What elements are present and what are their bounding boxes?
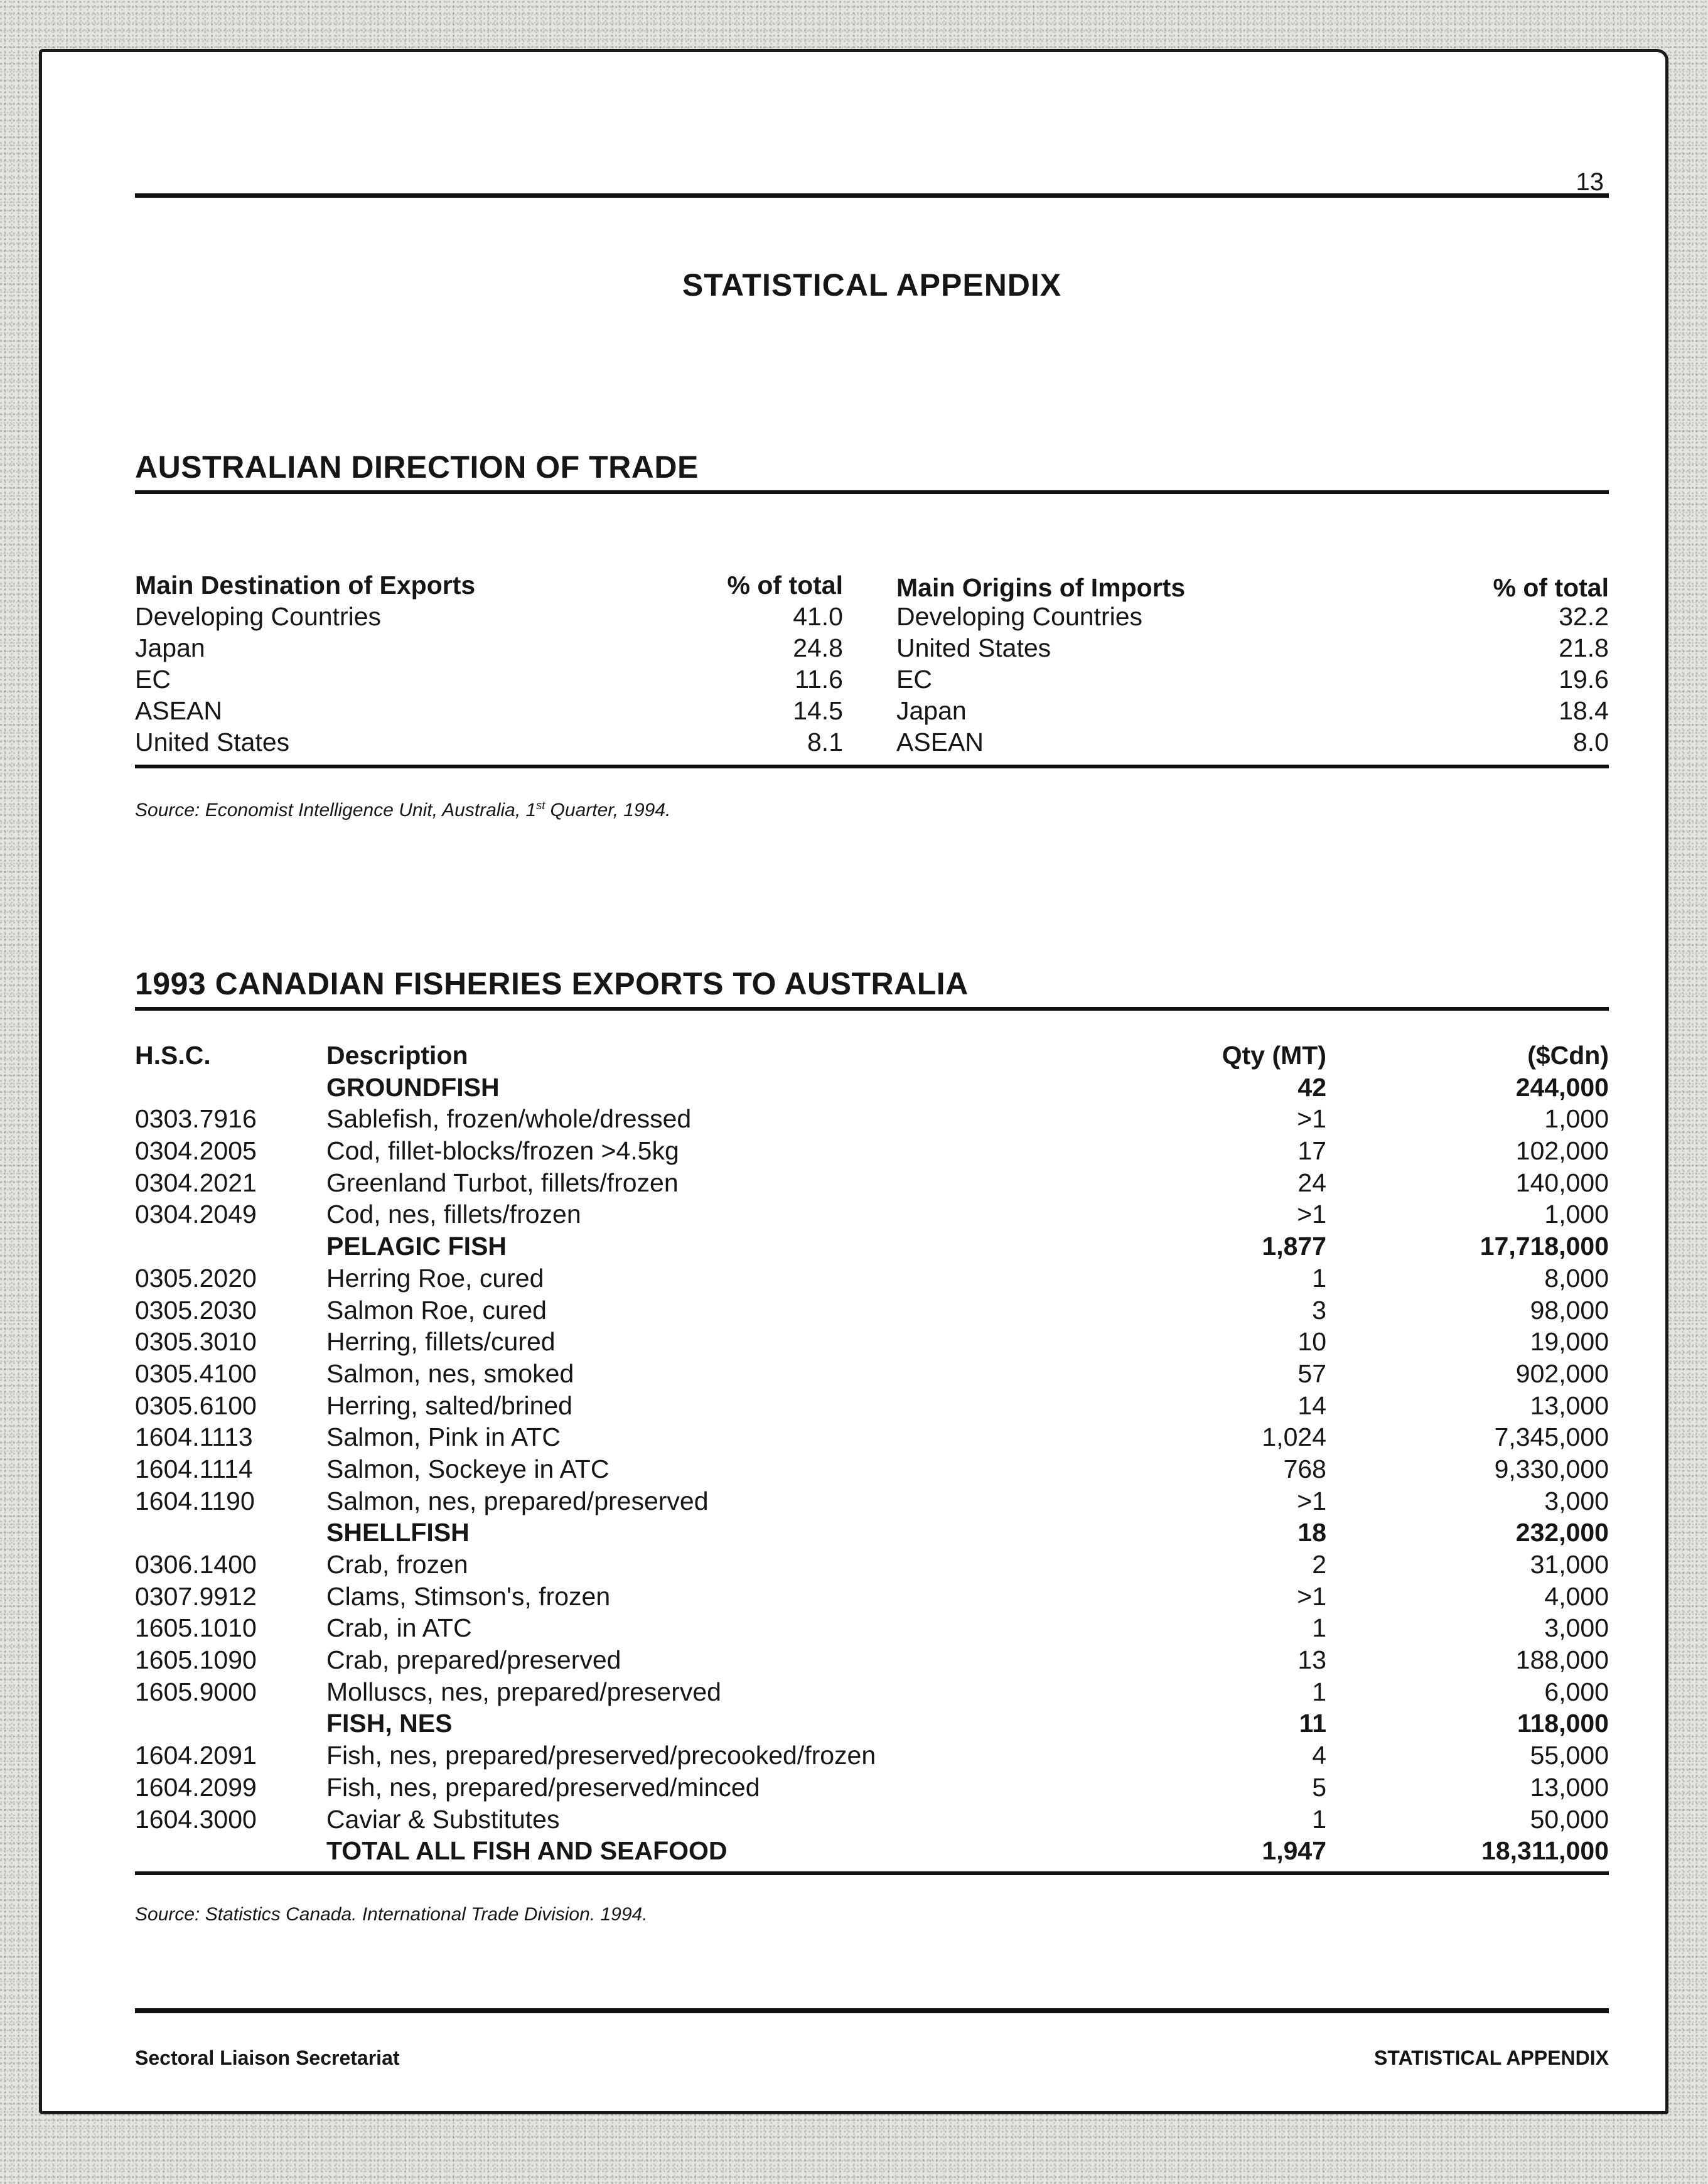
fisheries-section-title: 1993 CANADIAN FISHERIES EXPORTS TO AUSTRALIA — [135, 966, 969, 1001]
table-row — [135, 1198, 1609, 1230]
table-row — [135, 1740, 1609, 1772]
qty: 17 — [1297, 1136, 1326, 1166]
table-row — [135, 1644, 1609, 1676]
description: Caviar & Substitutes — [326, 1804, 560, 1834]
value-cdn: 244,000 — [1515, 1072, 1609, 1102]
hsc-code: 0304.2021 — [135, 1168, 257, 1197]
table-row — [135, 1676, 1609, 1708]
value-cdn: 188,000 — [1515, 1645, 1609, 1675]
import-percent: 32.2 — [1559, 602, 1609, 631]
table-row — [135, 1485, 1609, 1517]
table-row — [135, 1549, 1609, 1581]
import-percent: 18.4 — [1559, 696, 1609, 725]
value-cdn: 140,000 — [1515, 1168, 1609, 1197]
export-country: Japan — [135, 633, 205, 662]
export-country: ASEAN — [135, 696, 222, 725]
hsc-code: 0304.2005 — [135, 1136, 257, 1166]
description: GROUNDFISH — [326, 1072, 500, 1102]
header-value: ($Cdn) — [1527, 1041, 1609, 1070]
category-row — [135, 1072, 1609, 1104]
import-row — [896, 695, 1609, 726]
value-cdn: 232,000 — [1515, 1518, 1609, 1547]
import-country: EC — [896, 665, 932, 694]
value-cdn: 4,000 — [1544, 1581, 1609, 1611]
fisheries-bottom-rule — [135, 1871, 1609, 1875]
hsc-code: 0305.6100 — [135, 1391, 257, 1420]
hsc-code: 1604.2091 — [135, 1741, 257, 1770]
qty: 1,877 — [1262, 1232, 1326, 1261]
table-row — [135, 1612, 1609, 1644]
qty: 3 — [1312, 1295, 1326, 1325]
hsc-code: 1604.1114 — [135, 1454, 253, 1483]
value-cdn: 8,000 — [1544, 1263, 1609, 1293]
category-row — [135, 1835, 1609, 1867]
value-cdn: 98,000 — [1530, 1295, 1609, 1325]
table-row — [135, 1167, 1609, 1199]
import-row — [896, 601, 1609, 632]
description: PELAGIC FISH — [326, 1232, 507, 1261]
category-row — [135, 1708, 1609, 1740]
qty: 1 — [1312, 1613, 1326, 1643]
import-percent: 8.0 — [1573, 728, 1609, 756]
value-cdn: 13,000 — [1530, 1772, 1609, 1802]
description: Salmon, Sockeye in ATC — [326, 1454, 610, 1483]
qty: 1 — [1312, 1677, 1326, 1706]
hsc-code: 1605.1090 — [135, 1645, 257, 1675]
footer-left: Sectoral Liaison Secretariat — [135, 2047, 400, 2069]
description: Salmon Roe, cured — [326, 1295, 547, 1325]
description: Crab, prepared/preserved — [326, 1645, 621, 1675]
export-percent: 41.0 — [793, 602, 843, 631]
value-cdn: 1,000 — [1544, 1104, 1609, 1134]
page-number: 13 — [1576, 168, 1604, 196]
table-row — [135, 1294, 1609, 1326]
export-country: Developing Countries — [135, 602, 382, 631]
table-row — [135, 1421, 1609, 1453]
qty: >1 — [1297, 1104, 1326, 1134]
page-title: STATISTICAL APPENDIX — [682, 267, 1062, 303]
hsc-code: 0303.7916 — [135, 1104, 257, 1134]
description: TOTAL ALL FISH AND SEAFOOD — [326, 1836, 728, 1866]
qty: 5 — [1312, 1772, 1326, 1802]
export-country: United States — [135, 728, 290, 756]
hsc-code: 0305.4100 — [135, 1358, 257, 1388]
import-percent: 21.8 — [1559, 633, 1609, 662]
hsc-code: 0307.9912 — [135, 1581, 257, 1611]
description: Clams, Stimson's, frozen — [326, 1581, 611, 1611]
value-cdn: 6,000 — [1544, 1677, 1609, 1706]
description: Cod, nes, fillets/frozen — [326, 1200, 581, 1229]
description: Herring, fillets/cured — [326, 1327, 556, 1357]
fisheries-table — [135, 1040, 1609, 1867]
qty: 10 — [1297, 1327, 1326, 1357]
table-row — [135, 1262, 1609, 1294]
description: FISH, NES — [326, 1709, 453, 1738]
trade-source-prefix: Source: Economist Intelligence Unit, Australia, 1 — [135, 800, 537, 820]
value-cdn: 18,311,000 — [1481, 1836, 1609, 1866]
value-cdn: 1,000 — [1544, 1200, 1609, 1229]
import-country: United States — [896, 633, 1051, 662]
export-row — [135, 632, 843, 664]
exports-header-row — [135, 569, 843, 601]
qty: 1 — [1312, 1263, 1326, 1293]
imports-header-row — [896, 572, 1609, 603]
value-cdn: 3,000 — [1544, 1486, 1609, 1515]
value-cdn: 31,000 — [1530, 1550, 1609, 1579]
export-row — [135, 601, 843, 632]
export-percent: 11.6 — [795, 665, 843, 694]
page-content — [135, 52, 1609, 2111]
imports-column — [896, 569, 1609, 758]
qty: 18 — [1297, 1518, 1326, 1547]
export-percent: 24.8 — [793, 633, 843, 662]
exports-column — [135, 569, 843, 758]
imports-pct-header: % of total — [1493, 573, 1609, 602]
document-page — [39, 49, 1668, 2114]
qty: 57 — [1297, 1358, 1326, 1388]
description: SHELLFISH — [326, 1518, 470, 1547]
hsc-code: 0305.3010 — [135, 1327, 257, 1357]
value-cdn: 102,000 — [1515, 1136, 1609, 1166]
value-cdn: 17,718,000 — [1480, 1232, 1609, 1261]
description: Fish, nes, prepared/preserved/precooked/frozen — [326, 1741, 876, 1770]
trade-bottom-rule — [135, 765, 1609, 768]
table-row — [135, 1453, 1609, 1485]
trade-top-rule — [135, 490, 1609, 494]
export-percent: 14.5 — [793, 696, 843, 725]
header-code: H.S.C. — [135, 1041, 211, 1070]
description: Salmon, nes, prepared/preserved — [326, 1486, 709, 1515]
footer-right: STATISTICAL APPENDIX — [1374, 2047, 1609, 2069]
hsc-code: 1604.3000 — [135, 1804, 257, 1834]
import-country: Japan — [896, 696, 967, 725]
imports-header: Main Origins of Imports — [896, 573, 1186, 602]
table-row — [135, 1326, 1609, 1358]
value-cdn: 50,000 — [1530, 1804, 1609, 1834]
description: Sablefish, frozen/whole/dressed — [326, 1104, 692, 1134]
qty: >1 — [1297, 1486, 1326, 1515]
value-cdn: 7,345,000 — [1494, 1423, 1609, 1452]
hsc-code: 1605.1010 — [135, 1613, 257, 1643]
qty: 24 — [1297, 1168, 1326, 1197]
table-row — [135, 1772, 1609, 1804]
table-row — [135, 1135, 1609, 1167]
fisheries-header-row — [135, 1040, 1609, 1072]
hsc-code: 1604.2099 — [135, 1772, 257, 1802]
import-row — [896, 726, 1609, 758]
qty: 4 — [1312, 1741, 1326, 1770]
description: Crab, in ATC — [326, 1613, 472, 1643]
trade-source-suffix: Quarter, 1994. — [545, 800, 671, 820]
header-rule — [135, 193, 1609, 198]
qty: 1,024 — [1262, 1423, 1326, 1452]
import-row — [896, 632, 1609, 664]
category-row — [135, 1230, 1609, 1262]
export-country: EC — [135, 665, 171, 694]
description: Salmon, Pink in ATC — [326, 1423, 561, 1452]
export-row — [135, 664, 843, 695]
description: Salmon, nes, smoked — [326, 1358, 574, 1388]
table-row — [135, 1390, 1609, 1422]
import-country: Developing Countries — [896, 602, 1143, 631]
table-row — [135, 1358, 1609, 1390]
exports-pct-header: % of total — [727, 571, 843, 600]
value-cdn: 3,000 — [1544, 1613, 1609, 1643]
description: Herring Roe, cured — [326, 1263, 544, 1293]
hsc-code: 1604.1113 — [135, 1423, 253, 1452]
hsc-code: 0305.2020 — [135, 1263, 257, 1293]
footer-rule — [135, 2008, 1609, 2013]
hsc-code: 0306.1400 — [135, 1550, 257, 1579]
qty: 1,947 — [1262, 1836, 1326, 1866]
qty: 768 — [1283, 1454, 1326, 1483]
table-row — [135, 1103, 1609, 1135]
qty: >1 — [1297, 1200, 1326, 1229]
category-row — [135, 1517, 1609, 1549]
description: Crab, frozen — [326, 1550, 468, 1579]
qty: 2 — [1312, 1550, 1326, 1579]
trade-source-sup: st — [536, 799, 545, 812]
exports-header: Main Destination of Exports — [135, 571, 476, 600]
value-cdn: 9,330,000 — [1494, 1454, 1609, 1483]
trade-section-title: AUSTRALIAN DIRECTION OF TRADE — [135, 449, 699, 485]
value-cdn: 55,000 — [1530, 1741, 1609, 1770]
hsc-code: 0304.2049 — [135, 1200, 257, 1229]
import-percent: 19.6 — [1559, 665, 1609, 694]
description: Fish, nes, prepared/preserved/minced — [326, 1772, 760, 1802]
hsc-code: 1605.9000 — [135, 1677, 257, 1706]
value-cdn: 19,000 — [1530, 1327, 1609, 1357]
fisheries-top-rule — [135, 1007, 1609, 1011]
trade-source — [135, 799, 670, 821]
header-description: Description — [326, 1041, 468, 1070]
table-row — [135, 1581, 1609, 1613]
fisheries-source: Source: Statistics Canada. International Trade Division. 1994. — [135, 1904, 648, 1925]
export-percent: 8.1 — [807, 728, 843, 756]
value-cdn: 118,000 — [1517, 1709, 1609, 1738]
value-cdn: 902,000 — [1515, 1358, 1609, 1388]
description: Molluscs, nes, prepared/preserved — [326, 1677, 721, 1706]
hsc-code: 1604.1190 — [135, 1486, 255, 1515]
description: Greenland Turbot, fillets/frozen — [326, 1168, 679, 1197]
import-row — [896, 664, 1609, 695]
header-qty: Qty (MT) — [1222, 1041, 1326, 1070]
qty: >1 — [1297, 1581, 1326, 1611]
table-row — [135, 1804, 1609, 1836]
export-row — [135, 726, 843, 758]
value-cdn: 13,000 — [1530, 1391, 1609, 1420]
description: Cod, fillet-blocks/frozen >4.5kg — [326, 1136, 679, 1166]
hsc-code: 0305.2030 — [135, 1295, 257, 1325]
qty: 11 — [1299, 1709, 1326, 1738]
qty: 42 — [1297, 1072, 1326, 1102]
description: Herring, salted/brined — [326, 1391, 572, 1420]
qty: 13 — [1297, 1645, 1326, 1675]
qty: 14 — [1297, 1391, 1326, 1420]
export-row — [135, 695, 843, 726]
qty: 1 — [1312, 1804, 1326, 1834]
import-country: ASEAN — [896, 728, 984, 756]
